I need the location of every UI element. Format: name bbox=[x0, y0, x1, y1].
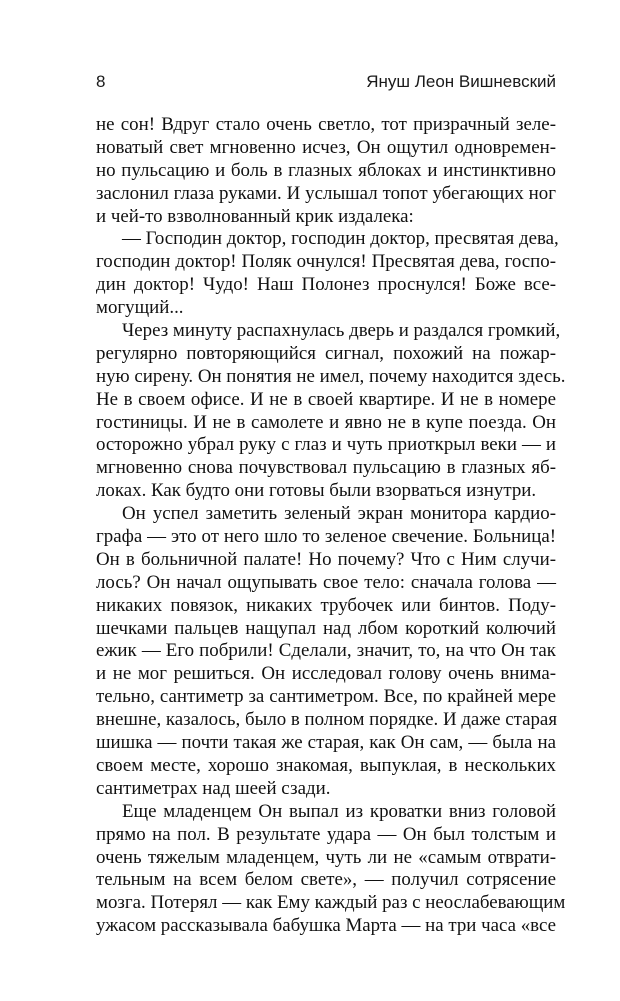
text-line: могущий... bbox=[96, 297, 184, 319]
body-text bbox=[96, 114, 566, 938]
text-line: тельным на всем белом свете», — получил сотрясение bbox=[96, 869, 556, 891]
text-line: Не в своем офисе. И не в своей квартире. И не в номере bbox=[96, 388, 556, 410]
text-line: Через минуту распахнулась дверь и раздался громкий, bbox=[122, 320, 561, 342]
text-line: сантиметрах над шеей сзади. bbox=[96, 777, 331, 799]
text-line: дин доктор! Чудо! Наш Полонез проснулся! Боже все- bbox=[96, 274, 556, 296]
text-line: гостиницы. И не в самолете и явно не в купе поезда. Он bbox=[96, 411, 556, 433]
text-line: но пульсацию и боль в глазных яблоках и инстинктивно bbox=[96, 159, 556, 181]
text-line: ную сирену. Он понятия не имел, почему находится здесь. bbox=[96, 365, 566, 387]
running-title: Януш Леон Вишневский bbox=[366, 72, 556, 91]
text-line: прямо на пол. В результате удара — Он был толстым и bbox=[96, 823, 556, 845]
text-line: шишка — почти такая же старая, как Он сам, — была на bbox=[96, 732, 556, 754]
text-line: не сон! Вдруг стало очень светло, тот призрачный зеле- bbox=[96, 114, 556, 135]
text-line: тельно, сантиметр за сантиметром. Все, по крайней мере bbox=[96, 686, 556, 708]
text-line: и не мог решиться. Он исследовал голову очень внима- bbox=[96, 663, 556, 685]
text-line: заслонил глаза руками. И услышал топот убегающих ног bbox=[96, 182, 556, 204]
text-line: очень тяжелым младенцем, чуть ли не «самым отврати- bbox=[96, 846, 556, 868]
text-line: ужасом рассказывала бабушка Марта — на три часа «все bbox=[96, 915, 556, 937]
text-line: ежик — Его побрили! Сделали, значит, то, на что Он так bbox=[96, 640, 556, 662]
text-line: локах. Как будто они готовы были взорваться изнутри. bbox=[96, 480, 537, 502]
text-line: мозга. Потерял — как Ему каждый раз с неослабевающим bbox=[96, 892, 566, 914]
text-line: никаких повязок, никаких трубочек или бинтов. Поду- bbox=[96, 594, 556, 616]
text-line: и чей-то взволнованный крик издалека: bbox=[96, 205, 414, 227]
text-line: осторожно убрал руку с глаз и чуть приоткрыл веки — и bbox=[96, 434, 556, 456]
text-line: — Господин доктор, господин доктор, пресвятая дева, bbox=[122, 228, 559, 250]
text-line: господин доктор! Поляк очнулся! Пресвятая дева, госпо- bbox=[96, 251, 556, 273]
text-line: Он в больничной палате! Но почему? Что с Ним случи- bbox=[96, 548, 556, 570]
text-line: графа — это от него шло то зеленое свечение. Больница! bbox=[96, 526, 556, 548]
text-line: шечками пальцев нащупал над лбом короткий колючий bbox=[96, 617, 556, 639]
text-line: Еще младенцем Он выпал из кроватки вниз головой bbox=[122, 800, 556, 822]
page-number: 8 bbox=[96, 72, 106, 91]
text-line: регулярно повторяющийся сигнал, похожий на пожар- bbox=[96, 342, 556, 364]
text-line: внешне, казалось, было в полном порядке. И даже старая bbox=[96, 709, 558, 731]
text-line: новатый свет мгновенно исчез, Он ощутил одновремен- bbox=[96, 136, 556, 158]
text-line: мгновенно снова почувствовал пульсацию в глазных яб- bbox=[96, 457, 556, 479]
text-line: своем месте, хорошо знакомая, выпуклая, в нескольких bbox=[96, 754, 556, 776]
text-line: лось? Он начал ощупывать свое тело: сначала голова — bbox=[96, 571, 556, 593]
text-line: Он успел заметить зеленый экран монитора кардио- bbox=[122, 503, 556, 525]
running-header bbox=[96, 72, 556, 94]
